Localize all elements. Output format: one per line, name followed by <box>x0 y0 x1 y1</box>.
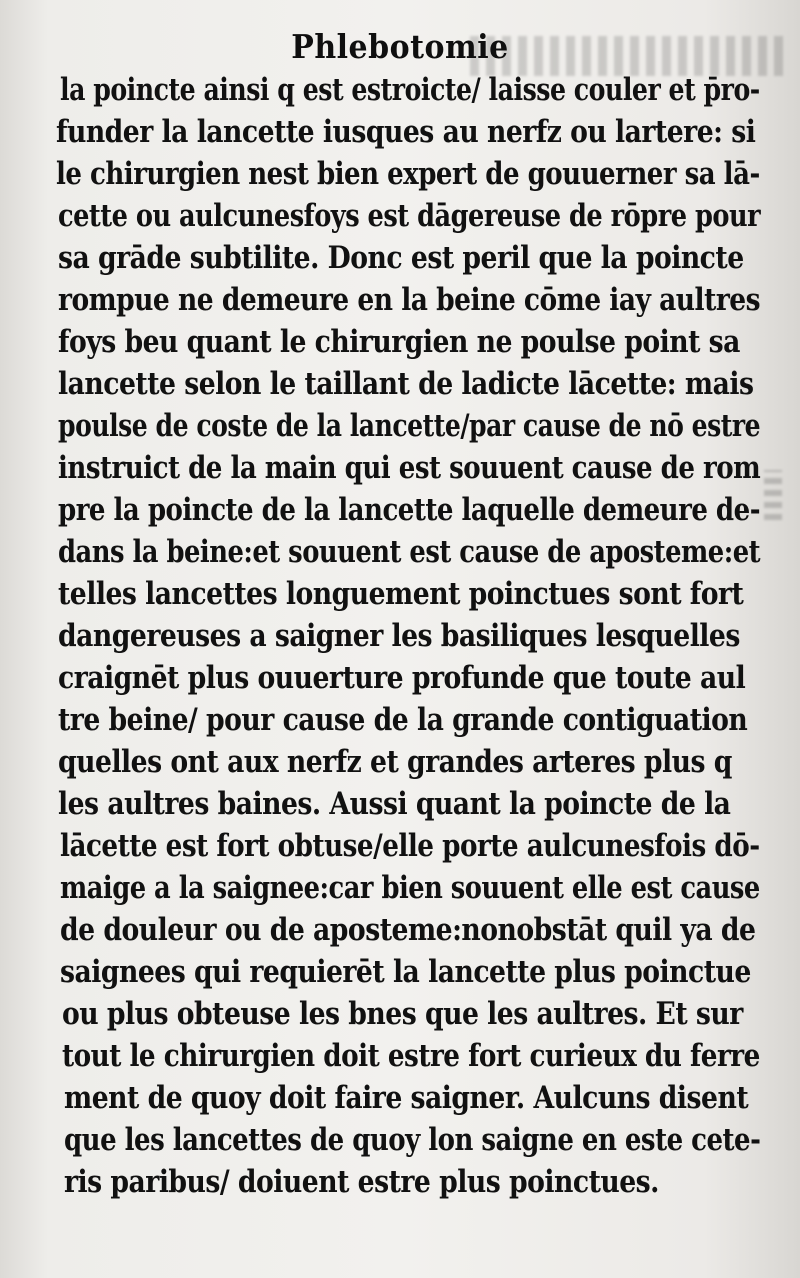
text-line: ou plus obteuse les bnes que les aultres. Et sur <box>62 996 743 1032</box>
running-head: Phlebotomie <box>291 28 509 67</box>
text-line: sa grāde subtilite. Donc est peril que la poincte <box>58 240 744 276</box>
text-line: maige a la saignee:car bien souuent elle est cause <box>60 870 760 906</box>
text-line: tre beine/ pour cause de la grande contiguation <box>58 702 748 738</box>
text-line: quelles ont aux nerfz et grandes arteres plus q <box>58 744 732 780</box>
text-line: de douleur ou de aposteme:nonobstāt quil ya de <box>60 912 756 948</box>
text-line: le chirurgien nest bien expert de gouuerner sa lā- <box>56 156 760 192</box>
text-line: lācette est fort obtuse/elle porte aulcunesfois dō- <box>60 828 760 864</box>
show-through-mark <box>764 470 782 520</box>
text-line: lancette selon le taillant de ladicte lācette: mais <box>58 366 754 402</box>
text-line: telles lancettes longuement poinctues sont fort <box>58 576 744 612</box>
text-line: foys beu quant le chirurgien ne poulse point sa <box>58 324 740 360</box>
text-line: craignēt plus ouuerture profunde que toute aul <box>58 660 746 696</box>
text-line: saignees qui requierēt la lancette plus poinctue <box>60 954 751 990</box>
text-line: que les lancettes de quoy lon saigne en este cete- <box>64 1122 761 1158</box>
text-line: instruict de la main qui est souuent cause de rom <box>58 450 761 486</box>
text-line: tout le chirurgien doit estre fort curieux du ferre <box>62 1038 760 1074</box>
text-line: cette ou aulcunesfoys est dāgereuse de rōpre pour <box>58 198 761 234</box>
text-line: pre la poincte de la lancette laquelle demeure de- <box>58 492 761 528</box>
text-line: poulse de coste de la lancette/par cause de nō estre <box>58 408 761 444</box>
text-line: ment de quoy doit faire saigner. Aulcuns disent <box>64 1080 749 1116</box>
text-line: rompue ne demeure en la beine cōme iay aultres <box>58 282 761 318</box>
text-line: la poincte ainsi q est estroicte/ laisse couler et p̄ro- <box>60 72 760 108</box>
text-line: funder la lancette iusques au nerfz ou lartere: si <box>56 114 756 150</box>
text-line: les aultres baines. Aussi quant la poincte de la <box>58 786 731 822</box>
text-line: dangereuses a saigner les basiliques lesquelles <box>58 618 740 654</box>
text-line: ris paribus/ doiuent estre plus poinctues. <box>64 1164 659 1200</box>
text-line: dans la beine:et souuent est cause de aposteme:et <box>58 534 761 570</box>
